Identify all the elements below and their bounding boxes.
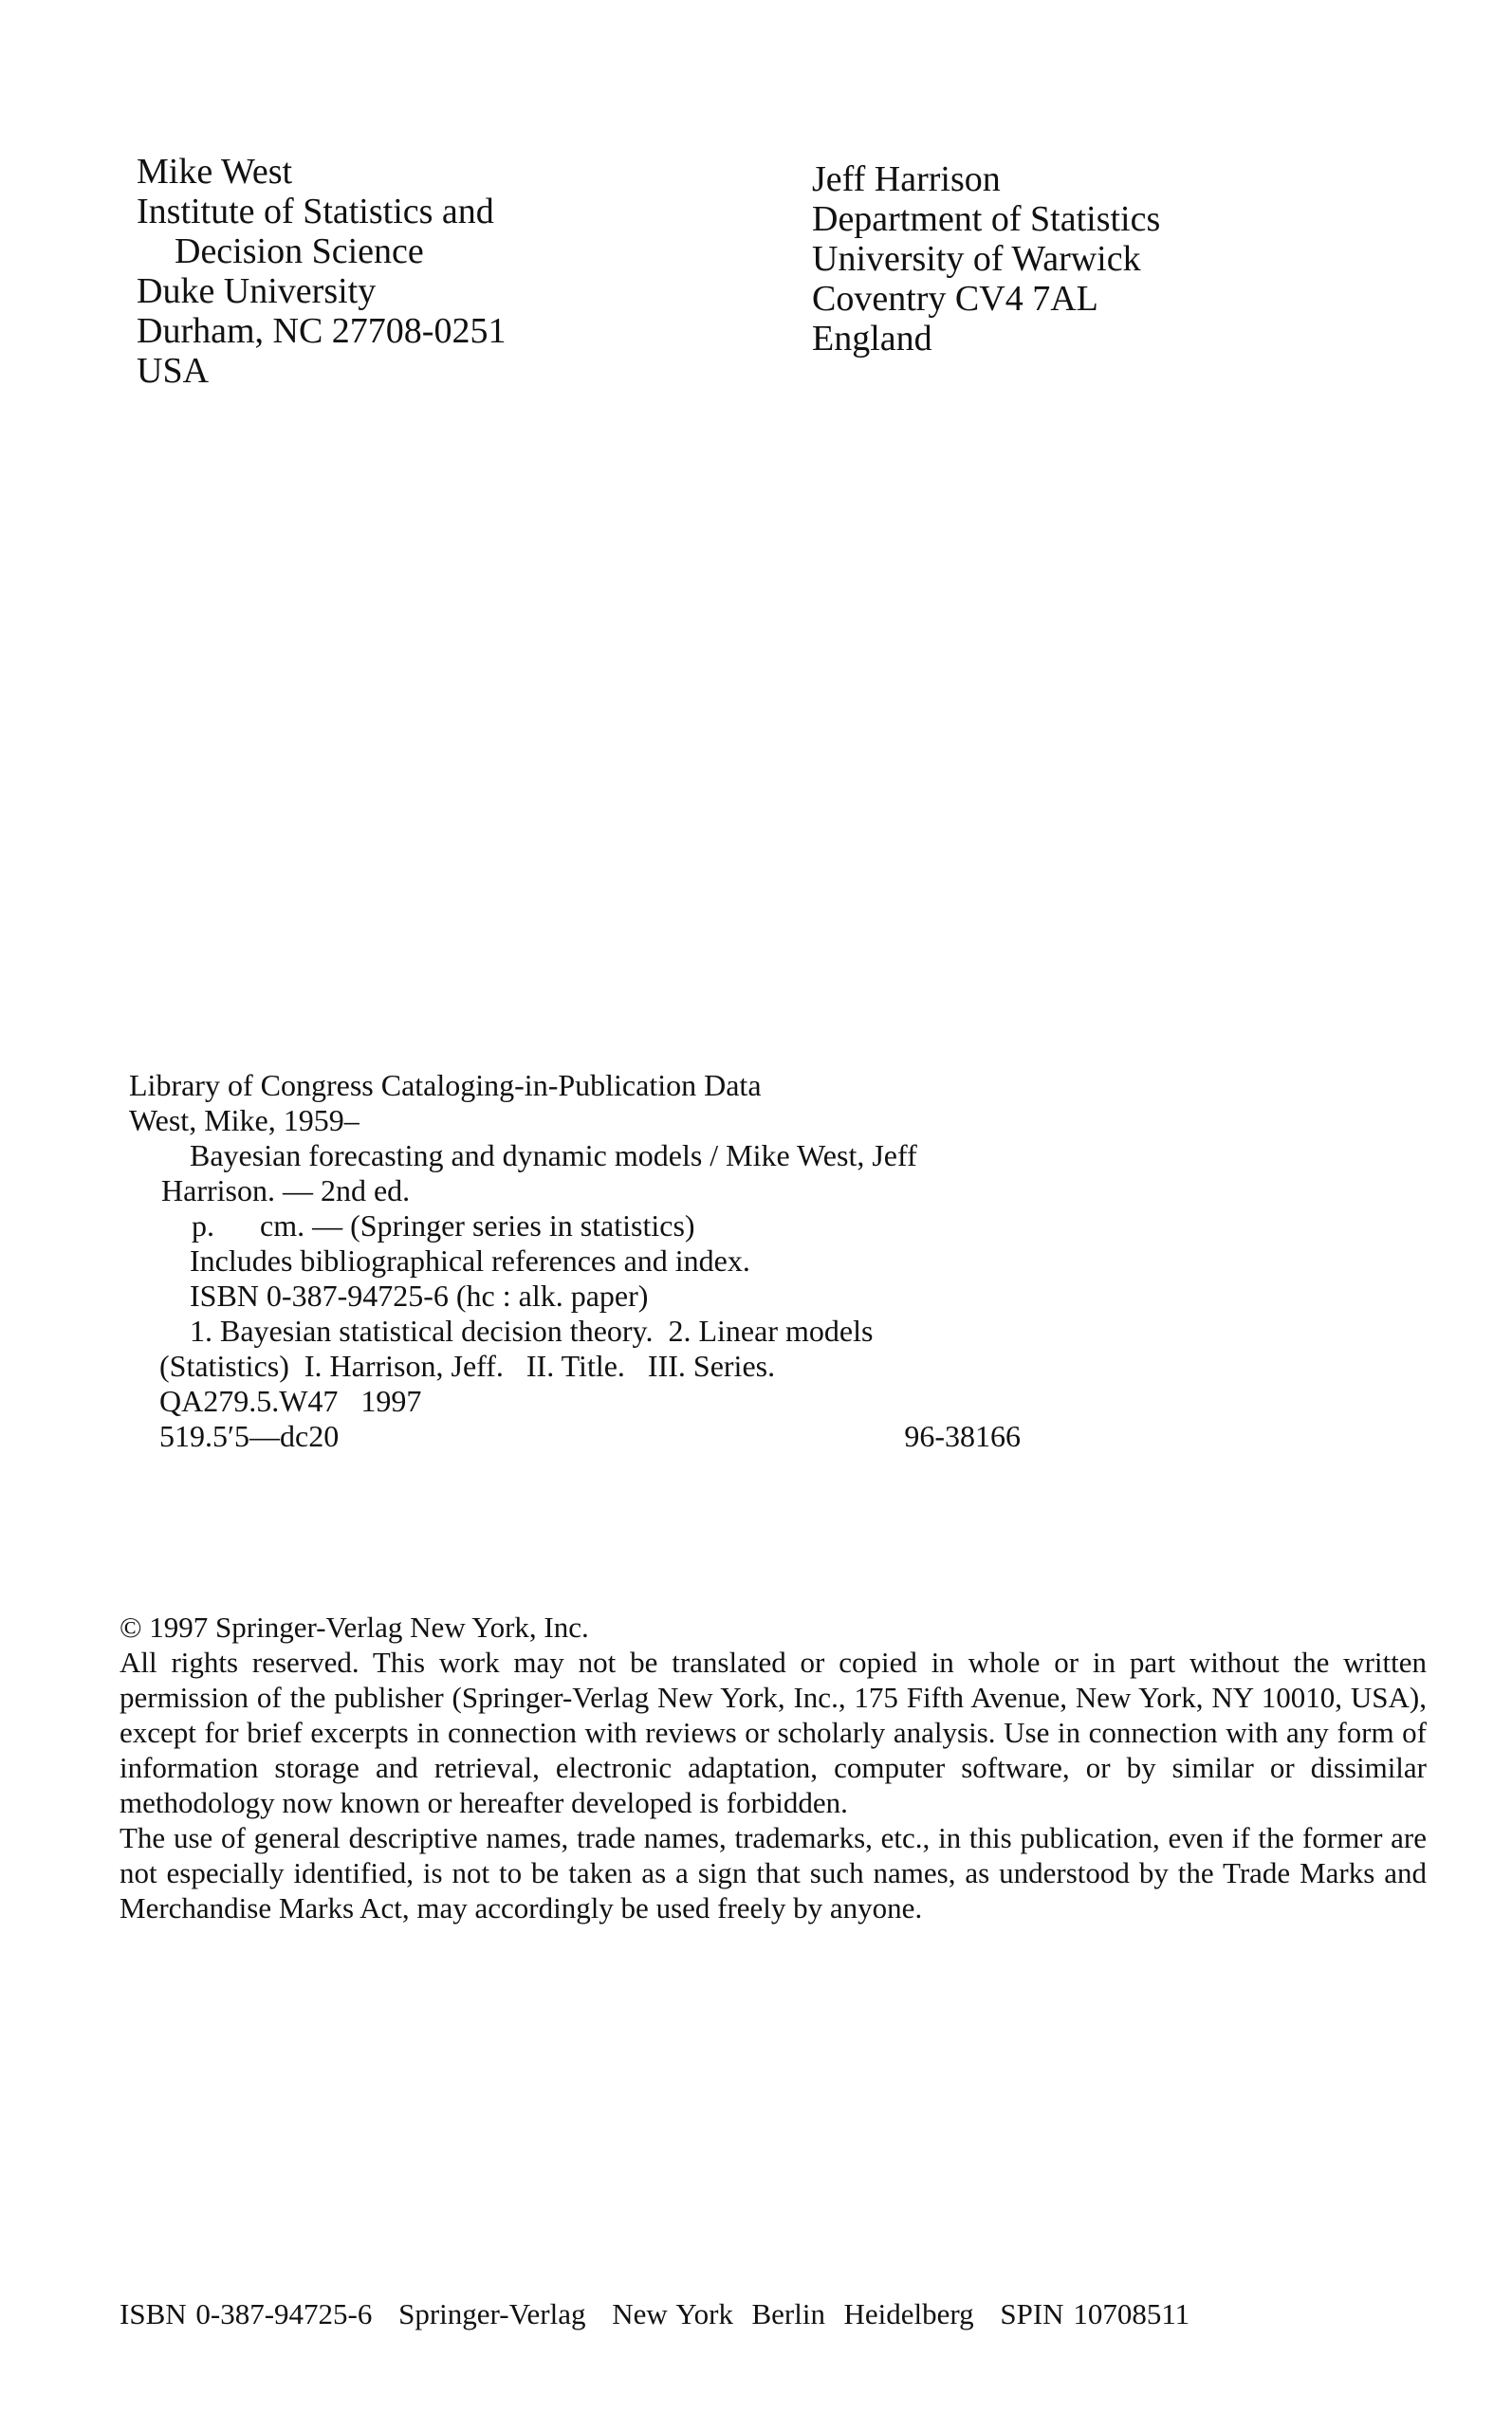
copyright-notice: © 1997 Springer-Verlag New York, Inc. bbox=[120, 1611, 589, 1644]
copyright-block bbox=[120, 1610, 1427, 1925]
address-line: England bbox=[812, 319, 932, 359]
address-line: Duke University bbox=[137, 271, 377, 311]
address-line: Department of Statistics bbox=[812, 199, 1161, 239]
address-line: Durham, NC 27708-0251 bbox=[137, 311, 507, 351]
cip-notes: Includes bibliographical references and index. bbox=[190, 1243, 750, 1278]
address-line: University of Warwick bbox=[812, 239, 1141, 279]
rights-paragraph: All rights reserved. This work may not be translated or copied in whole or in part without the written permission of the publisher (Springer-Verlag New York, Inc., 175 Fifth Avenue, New York, NY 10010, USA), except for brief excerpts in connection with reviews or scholarly analysis. Use in connection with any form of information storage and retrieval, electronic adaptation, computer software, or by similar or dissimilar methodology now known or hereafter developed is forbidden. bbox=[120, 1646, 1427, 1819]
address-line: Decision Science bbox=[175, 231, 424, 271]
cip-isbn: ISBN 0-387-94725-6 (hc : alk. paper) bbox=[190, 1279, 649, 1313]
address-line: Coventry CV4 7AL bbox=[812, 279, 1098, 319]
cip-title: Bayesian forecasting and dynamic models / Mike West, Jeff bbox=[190, 1138, 917, 1172]
cip-author-entry: West, Mike, 1959– bbox=[129, 1103, 360, 1137]
author-name: Jeff Harrison bbox=[812, 159, 1001, 199]
cip-dewey: 519.5′5—dc20 bbox=[159, 1419, 340, 1453]
cip-subjects: 1. Bayesian statistical decision theory. 2. Linear models bbox=[190, 1314, 874, 1348]
cip-classification-row bbox=[129, 1419, 1040, 1454]
footer-cities: New York Berlin Heidelberg bbox=[612, 2297, 974, 2330]
footer-publisher: Springer-Verlag bbox=[398, 2297, 586, 2330]
footer-isbn: ISBN 0-387-94725-6 bbox=[120, 2297, 373, 2330]
cip-call-number: QA279.5.W47 1997 bbox=[159, 1384, 422, 1418]
cip-physical: p. cm. — (Springer series in statistics) bbox=[192, 1208, 695, 1243]
cip-subjects-cont: (Statistics) I. Harrison, Jeff. II. Title. III. Series. bbox=[159, 1349, 776, 1383]
address-line: Institute of Statistics and bbox=[137, 192, 494, 231]
cip-title-cont: Harrison. — 2nd ed. bbox=[161, 1173, 411, 1207]
author-name: Mike West bbox=[137, 152, 293, 192]
cip-data-block bbox=[129, 1068, 1040, 1454]
address-line: USA bbox=[137, 351, 210, 391]
author-address-harrison bbox=[812, 159, 1160, 359]
author-address-west bbox=[137, 152, 506, 391]
cip-heading: Library of Congress Cataloging-in-Publication Data bbox=[129, 1068, 762, 1102]
footer-line bbox=[120, 2297, 1189, 2331]
cip-lccn: 96-38166 bbox=[904, 1419, 1021, 1453]
footer-spin: SPIN 10708511 bbox=[1000, 2297, 1190, 2330]
trademark-paragraph: The use of general descriptive names, trade names, trademarks, etc., in this publication, even if the former are not especially identified, is not to be taken as a sign that such names, as understood by the Trade Marks and Merchandise Marks Act, may accordingly be used freely by anyone. bbox=[120, 1821, 1427, 1925]
